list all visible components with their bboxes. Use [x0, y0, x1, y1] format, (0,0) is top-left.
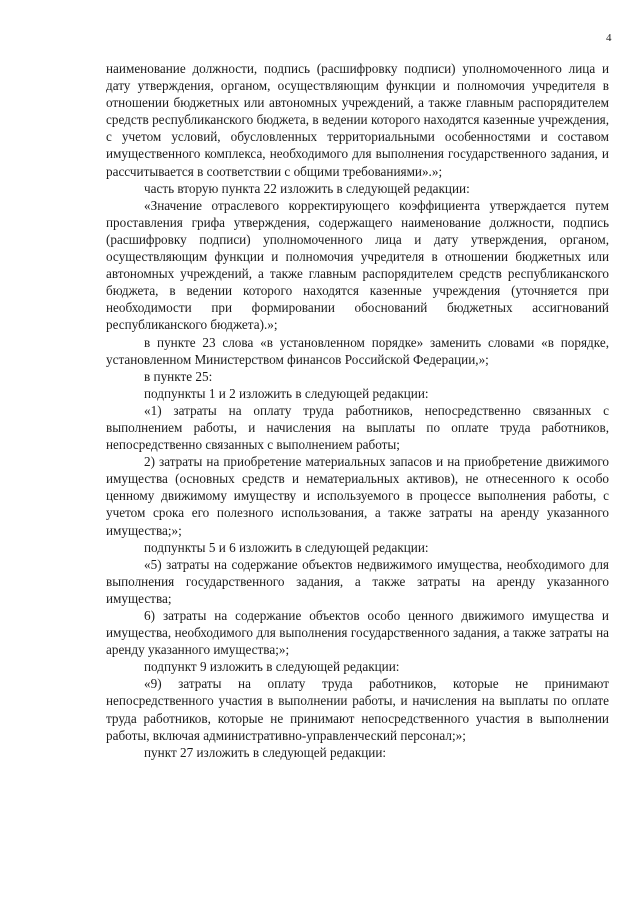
paragraph: «Значение отраслевого корректирующего коэффициента утверждается путем проставления грифа утверждения, содержащего наименование должности, подпись (расшифровку подписи) уполномоченного лица и дату утверждения, органом, осуществляющим функции и полномочия учредителя в отношении бюджетных или автономных учреждений, а также главным распорядителем средств республиканского бюджета, в ведении которого находятся казенные учреждения (уточняется при необходимости при формировании обоснований бюджетных ассигнований республиканского бюджета).»; — [106, 197, 609, 333]
paragraph: 6) затраты на содержание объектов особо ценного движимого имущества и имущества, необходимого для выполнения государственного задания, а также затраты на аренду указанного имущества;»; — [106, 608, 609, 658]
paragraph: подпункты 5 и 6 изложить в следующей редакции: — [144, 539, 429, 555]
paragraph: часть вторую пункта 22 изложить в следующей редакции: — [144, 180, 470, 196]
paragraph: в пункте 23 слова «в установленном порядке» заменить словами «в порядке, установленном Министерством финансов Российской Федерации,»; — [106, 334, 609, 367]
document-body — [106, 60, 609, 761]
paragraph: «5) затраты на содержание объектов недвижимого имущества, необходимого для выполнения государственного задания, а также затраты на аренду указанного имущества; — [106, 556, 609, 606]
paragraph: наименование должности, подпись (расшифровку подписи) уполномоченного лица и дату утверждения, органом, осуществляющим функции и полномочия учредителя в отношении бюджетных или автономных учреждений, а также главным распорядителем средств республиканского бюджета, в ведении которого находятся казенные учреждения, с учетом условий, обусловленных территориальными особенностями и составом имущественного комплекса, необходимого для выполнения государственного задания, и рассчитывается в соответствии с общими требованиями».»; — [106, 61, 609, 179]
paragraph: 2) затраты на приобретение материальных запасов и на приобретение движимого имущества (основных средств и нематериальных активов), не отнесенного к особо ценному движимому имуществу и используемого в процессе выполнения работы, с учетом срока его полезного использования, а также затраты на аренду указанного имущества;»; — [106, 454, 609, 538]
paragraph: в пункте 25: — [144, 368, 213, 384]
paragraph: «9) затраты на оплату труда работников, которые не принимают непосредственного участия в выполнении работы, и начисления на выплаты по оплате труда работников, которые не принимают непосредственного участия в выполнении работы, включая административно-управленческий персонал;»; — [106, 676, 609, 743]
paragraph: пункт 27 изложить в следующей редакции: — [144, 744, 387, 760]
page-number: 4 — [606, 32, 612, 44]
paragraph: «1) затраты на оплату труда работников, непосредственно связанных с выполнением работы, и начисления на выплаты по оплате труда работников, непосредственно связанных с выполнением работы; — [106, 402, 609, 453]
paragraph: подпункты 1 и 2 изложить в следующей редакции: — [144, 385, 429, 401]
paragraph: подпункт 9 изложить в следующей редакции: — [144, 659, 400, 675]
